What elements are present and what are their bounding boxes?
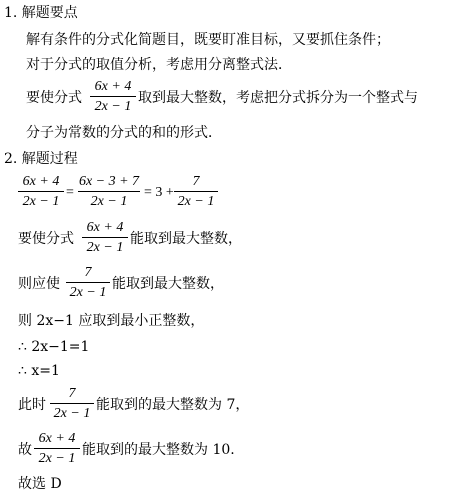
section1-heading: 1. 解题要点	[4, 5, 78, 21]
fraction-numerator: 6x + 4	[38, 431, 76, 446]
eq-fraction-2	[78, 174, 140, 210]
eq-fraction-1	[18, 174, 64, 210]
eq-equals-1: =	[66, 185, 74, 200]
fraction-bar	[34, 448, 80, 449]
fraction-bar	[82, 237, 128, 238]
answer-line: 故选 D	[18, 476, 62, 492]
fraction-denominator: 2x − 1	[53, 406, 91, 421]
fraction-denominator: 2x − 1	[177, 194, 215, 209]
section1-line1: 解有条件的分式化简题目，既要盯准目标，又要抓住条件；	[26, 32, 390, 48]
fraction-numerator: 6x − 3 + 7	[78, 174, 140, 189]
step6-fraction	[50, 386, 94, 422]
section2-heading: 2. 解题过程	[4, 151, 78, 167]
fraction-bar	[18, 191, 64, 192]
section1-line3-post: 取到最大整数，考虑把分式拆分为一个整式与	[138, 90, 418, 106]
fraction-numerator: 6x + 4	[22, 174, 60, 189]
fraction-numerator: 7	[84, 265, 92, 280]
step2-fraction	[66, 265, 110, 301]
fraction-numerator: 6x + 4	[86, 220, 124, 235]
step5: ∴ x=1	[18, 363, 60, 379]
section1-fraction	[90, 79, 136, 115]
fraction-numerator: 7	[192, 174, 200, 189]
eq-fraction-3	[174, 174, 218, 210]
fraction-denominator: 2x − 1	[86, 240, 124, 255]
step7-fraction	[34, 431, 80, 467]
fraction-numerator: 7	[68, 386, 76, 401]
step2-pre: 则应使	[18, 276, 60, 292]
section1-line3-pre: 要使分式	[26, 90, 82, 106]
step7-pre: 故	[18, 442, 32, 458]
fraction-denominator: 2x − 1	[94, 99, 132, 114]
fraction-numerator: 6x + 4	[94, 79, 132, 94]
fraction-bar	[90, 96, 136, 97]
eq-equals-2: = 3 +	[144, 185, 174, 200]
step7-post: 能取到的最大整数为 10.	[82, 442, 235, 458]
fraction-denominator: 2x − 1	[90, 194, 128, 209]
fraction-bar	[174, 191, 218, 192]
section1-line4: 分子为常数的分式的和的形式．	[26, 125, 222, 141]
fraction-denominator: 2x − 1	[38, 451, 76, 466]
step6-post: 能取到的最大整数为 7，	[96, 397, 250, 413]
fraction-denominator: 2x − 1	[22, 194, 60, 209]
step1-post: 能取到最大整数，	[130, 231, 242, 247]
fraction-bar	[66, 282, 110, 283]
step6-pre: 此时	[18, 397, 46, 413]
fraction-bar	[78, 191, 140, 192]
step1-fraction	[82, 220, 128, 256]
section1-line2: 对于分式的取值分析，考虑用分离整式法．	[26, 57, 292, 73]
step4: ∴ 2x−1=1	[18, 339, 90, 355]
step1-pre: 要使分式	[18, 231, 74, 247]
fraction-denominator: 2x − 1	[69, 285, 107, 300]
step3: 则 2x−1 应取到最小正整数，	[18, 313, 205, 329]
fraction-bar	[50, 403, 94, 404]
step2-post: 能取到最大整数，	[112, 276, 224, 292]
